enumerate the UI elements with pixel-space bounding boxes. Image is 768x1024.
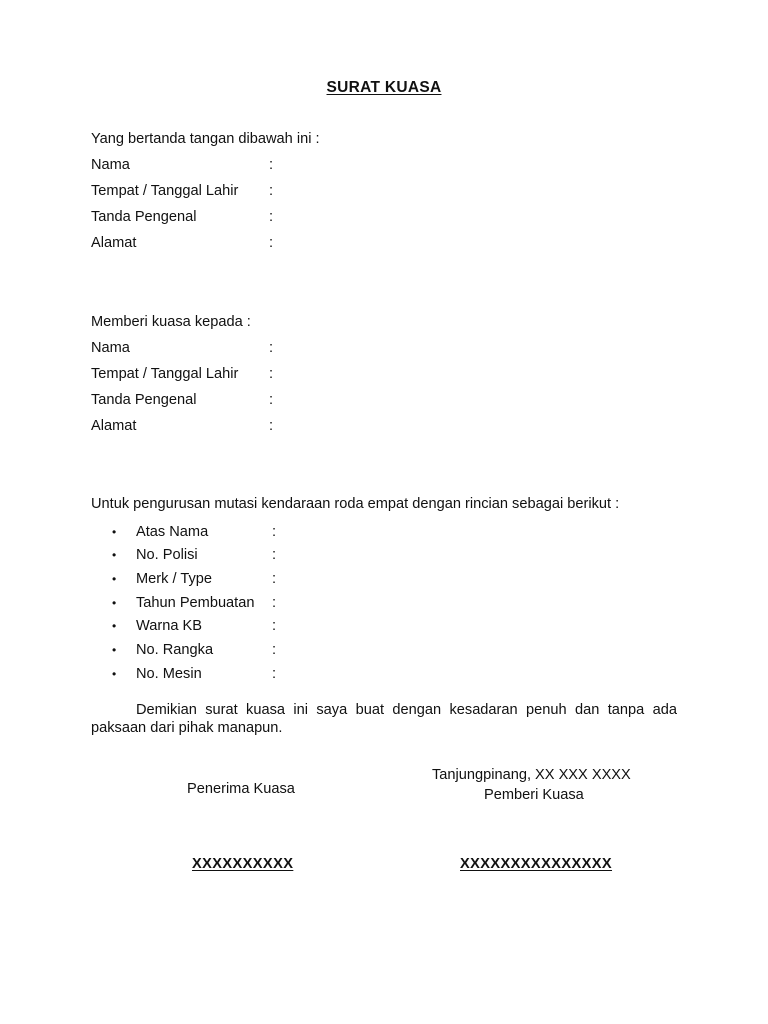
giver-signature-label: Pemberi Kuasa [484,787,584,803]
field-label: Tanda Pengenal [91,392,197,408]
bullet-icon: • [112,548,117,562]
field-separator: : [269,392,274,408]
document-title: SURAT KUASA [326,79,442,96]
bullet-icon: • [112,619,117,633]
item-separator: : [272,618,277,634]
item-label: Warna KB [136,618,202,634]
item-separator: : [272,547,277,563]
item-separator: : [272,571,277,587]
item-label: Tahun Pembuatan [136,595,255,611]
item-label: No. Rangka [136,642,214,658]
item-separator: : [272,595,277,611]
item-label: Merk / Type [136,571,212,587]
bullet-icon: • [112,596,117,610]
field-label: Tempat / Tanggal Lahir [91,183,239,199]
receiver-intro: Memberi kuasa kepada : [91,314,251,330]
receiver-signature-name: XXXXXXXXXX [192,856,294,872]
field-separator: : [269,418,274,434]
field-separator: : [269,183,274,199]
item-separator: : [272,524,277,540]
item-separator: : [272,666,277,682]
field-label: Nama [91,157,130,173]
field-separator: : [269,366,274,382]
giver-intro: Yang bertanda tangan dibawah ini : [91,131,320,147]
field-label: Nama [91,340,130,356]
field-label: Tempat / Tanggal Lahir [91,366,239,382]
field-separator: : [269,157,274,173]
vehicle-intro: Untuk pengurusan mutasi kendaraan roda empat dengan rincian sebagai berikut : [91,496,620,512]
bullet-icon: • [112,667,117,681]
field-label: Tanda Pengenal [91,209,197,225]
field-label: Alamat [91,235,137,251]
item-separator: : [272,642,277,658]
item-label: No. Polisi [136,547,198,563]
field-separator: : [269,209,274,225]
item-label: No. Mesin [136,666,202,682]
bullet-icon: • [112,572,117,586]
field-separator: : [269,235,274,251]
closing-paragraph: Demikian surat kuasa ini saya buat dengan kesadaran penuh dan tanpa ada paksaan dari pihak manapun. [91,702,677,736]
receiver-signature-label: Penerima Kuasa [187,781,295,797]
bullet-icon: • [112,525,117,539]
field-label: Alamat [91,418,137,434]
item-label: Atas Nama [136,524,209,540]
bullet-icon: • [112,643,117,657]
place-date: Tanjungpinang, XX XXX XXXX [432,767,631,783]
field-separator: : [269,340,274,356]
giver-signature-name: XXXXXXXXXXXXXXX [460,856,613,872]
